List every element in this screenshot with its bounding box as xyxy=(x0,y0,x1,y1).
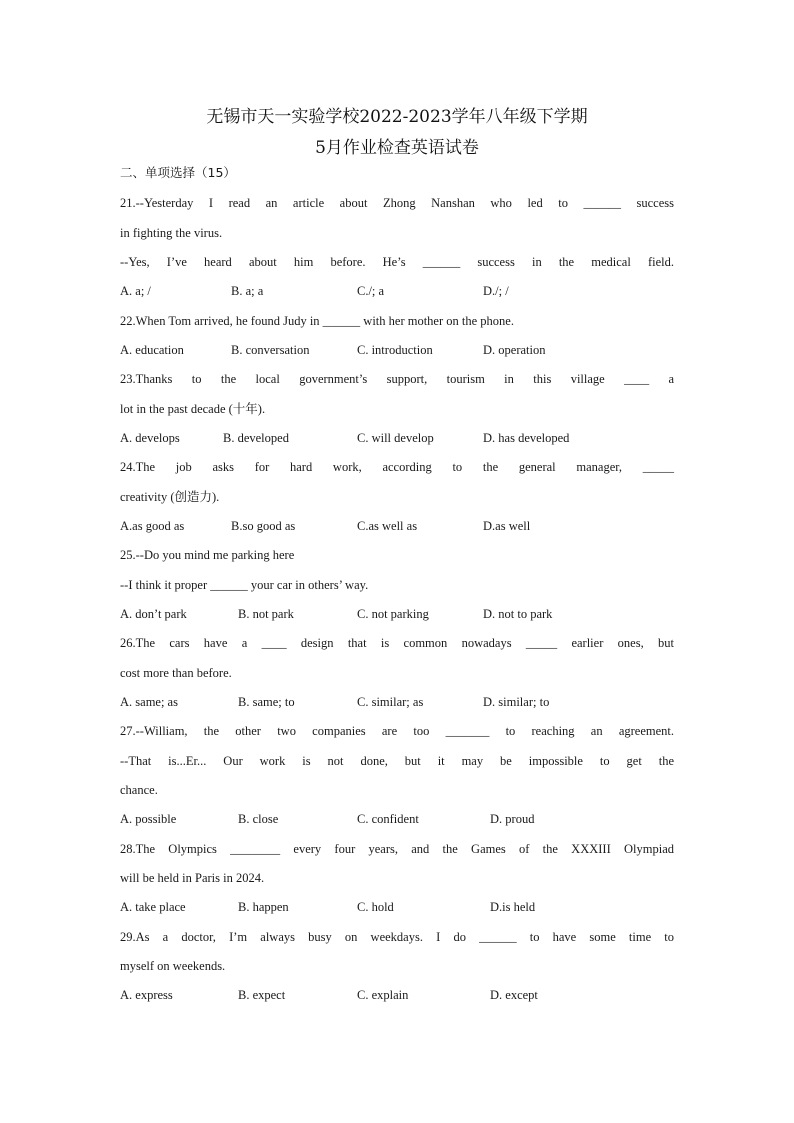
question-23-options xyxy=(120,430,674,446)
option-a: A. a; / xyxy=(120,284,151,298)
option-c: C. not parking xyxy=(357,607,429,621)
question-21-options xyxy=(120,283,674,299)
option-a: A. develops xyxy=(120,431,180,445)
section-heading: 二、单项选择（15） xyxy=(120,165,236,180)
option-a: A. express xyxy=(120,988,173,1002)
exam-title-line-2: 5月作业检查英语试卷 xyxy=(315,138,479,158)
question-27-line-2: --That is...Er... Our work is not done, but it may be impossible to get the xyxy=(120,754,674,768)
question-27-line-1: 27.--William, the other two companies are too _______ to reaching an agreement. xyxy=(120,724,674,738)
option-a: A. same; as xyxy=(120,695,178,709)
option-a: A. education xyxy=(120,343,184,357)
option-a: A. possible xyxy=(120,812,177,826)
question-24-options xyxy=(120,518,674,534)
question-26-options xyxy=(120,694,674,710)
option-b: B. expect xyxy=(238,988,286,1002)
question-27-options xyxy=(120,811,674,827)
question-28-options xyxy=(120,899,674,915)
question-24-line-1: 24.The job asks for hard work, according to the general manager, _____ xyxy=(120,460,674,474)
option-d: D.is held xyxy=(490,900,536,914)
question-28-line-1: 28.The Olympics ________ every four years, and the Games of the XXXIII Olympiad xyxy=(120,842,674,856)
question-29-options xyxy=(120,987,674,1003)
option-b: B. not park xyxy=(238,607,294,621)
question-24-line-2: creativity (创造力). xyxy=(120,490,220,504)
option-b: B. close xyxy=(238,812,279,826)
option-b: B. happen xyxy=(238,900,289,914)
option-d: D./; / xyxy=(483,284,509,298)
option-a: A. take place xyxy=(120,900,186,914)
option-c: C. confident xyxy=(357,812,419,826)
question-21-line-1: 21.--Yesterday I read an article about Zhong Nanshan who led to ______ success xyxy=(120,196,674,210)
option-d: D. not to park xyxy=(483,607,553,621)
question-29-line-2: myself on weekends. xyxy=(120,959,226,973)
option-c: C. explain xyxy=(357,988,409,1002)
option-c: C. introduction xyxy=(357,343,433,357)
option-d: D. proud xyxy=(490,812,535,826)
option-b: B. same; to xyxy=(238,695,295,709)
option-d: D. except xyxy=(490,988,538,1002)
option-d: D. operation xyxy=(483,343,546,357)
question-28-line-2: will be held in Paris in 2024. xyxy=(120,871,265,885)
question-22-line-1: 22.When Tom arrived, he found Judy in ______ with her mother on the phone. xyxy=(120,314,514,328)
option-c: C. similar; as xyxy=(357,695,424,709)
option-c: C. hold xyxy=(357,900,394,914)
question-25-options xyxy=(120,606,674,622)
question-21-line-2: in fighting the virus. xyxy=(120,226,223,240)
option-d: D. has developed xyxy=(483,431,570,445)
option-b: B.so good as xyxy=(231,519,296,533)
option-c: C.as well as xyxy=(357,519,418,533)
question-22-options xyxy=(120,342,674,358)
option-c: C. will develop xyxy=(357,431,434,445)
option-a: A.as good as xyxy=(120,519,185,533)
question-27-line-3: chance. xyxy=(120,783,158,797)
question-25-line-2: --I think it proper ______ your car in others’ way. xyxy=(120,578,369,592)
question-23-line-2: lot in the past decade (十年). xyxy=(120,402,266,416)
exam-title-line-1: 无锡市天一实验学校2022-2023学年八年级下学期 xyxy=(206,107,588,127)
option-d: D.as well xyxy=(483,519,531,533)
option-b: B. a; a xyxy=(231,284,264,298)
question-26-line-1: 26.The cars have a ____ design that is common nowadays _____ earlier ones, but xyxy=(120,636,674,650)
question-25-line-1: 25.--Do you mind me parking here xyxy=(120,548,295,562)
option-b: B. conversation xyxy=(231,343,310,357)
question-29-line-1: 29.As a doctor, I’m always busy on weekdays. I do ______ to have some time to xyxy=(120,930,674,944)
option-a: A. don’t park xyxy=(120,607,187,621)
option-c: C./; a xyxy=(357,284,385,298)
question-21-line-3: --Yes, I’ve heard about him before. He’s ______ success in the medical field. xyxy=(120,255,674,269)
question-23-line-1: 23.Thanks to the local government’s support, tourism in this village ____ a xyxy=(120,372,674,386)
option-b: B. developed xyxy=(223,431,289,445)
option-d: D. similar; to xyxy=(483,695,550,709)
question-26-line-2: cost more than before. xyxy=(120,666,232,680)
